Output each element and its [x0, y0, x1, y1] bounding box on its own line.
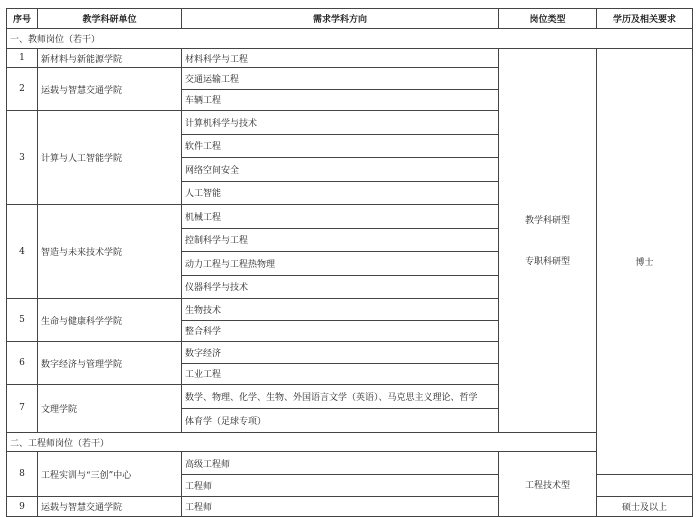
discipline-cell: 计算机科学与技术: [182, 111, 499, 135]
header-unit: 教学科研单位: [38, 9, 182, 29]
row-seq: 4: [7, 205, 38, 299]
table-row: [7, 48, 693, 67]
discipline-cell: 仪器科学与技术: [182, 275, 499, 299]
section-row: [7, 29, 693, 48]
discipline-cell: 工程师: [182, 474, 499, 496]
section-title-engineer: 二、工程师岗位（若干）: [7, 433, 693, 452]
header-seq: 序号: [7, 9, 38, 29]
header-post-type: 岗位类型: [499, 9, 597, 29]
post-type-research: 专职科研型: [524, 257, 570, 268]
row-seq: 1: [7, 48, 38, 67]
discipline-cell: 体育学（足球专项）: [182, 408, 499, 432]
row-seq: 9: [7, 497, 38, 517]
section-row: [7, 433, 693, 452]
recruitment-table: [6, 8, 693, 517]
requirement-doctor: 博士: [597, 48, 693, 474]
post-type-engineering: 工程技术型: [499, 452, 597, 517]
header-discipline: 需求学科方向: [182, 9, 499, 29]
row-unit: 智造与未来技术学院: [38, 205, 182, 299]
row-seq: 6: [7, 342, 38, 385]
discipline-cell: 整合科学: [182, 320, 499, 341]
row-unit: 计算与人工智能学院: [38, 111, 182, 205]
discipline-cell: 材料科学与工程: [182, 48, 499, 67]
discipline-cell: 工业工程: [182, 363, 499, 384]
row-unit: 运载与智慧交通学院: [38, 497, 182, 517]
header-requirement: 学历及相关要求: [597, 9, 693, 29]
discipline-cell: 高级工程师: [182, 452, 499, 474]
discipline-cell: 车辆工程: [182, 89, 499, 110]
discipline-cell: 数学、物理、化学、生物、外国语言文学（英语）、马克思主义理论、哲学: [182, 384, 499, 408]
post-type-teaching-research: 教学科研型: [524, 216, 570, 227]
row-seq: 5: [7, 299, 38, 342]
post-type-cell: [499, 48, 597, 432]
discipline-cell: 网络空间安全: [182, 158, 499, 182]
discipline-cell: 动力工程与工程热物理: [182, 252, 499, 276]
row-seq: 2: [7, 68, 38, 111]
section-title-teacher: 一、教师岗位（若干）: [7, 29, 693, 48]
discipline-cell: 软件工程: [182, 134, 499, 158]
discipline-cell: 控制科学与工程: [182, 228, 499, 252]
row-seq: 7: [7, 384, 38, 432]
requirement-masters-9: 硕士及以上: [597, 497, 693, 517]
row-seq: 3: [7, 111, 38, 205]
row-unit: 文理学院: [38, 384, 182, 432]
table-row: [7, 452, 693, 474]
discipline-cell: 机械工程: [182, 205, 499, 229]
discipline-cell: 数字经济: [182, 342, 499, 363]
discipline-cell: 交通运输工程: [182, 68, 499, 89]
row-seq: 8: [7, 452, 38, 497]
row-unit: 工程实训与“三创”中心: [38, 452, 182, 497]
discipline-cell: 人工智能: [182, 181, 499, 205]
row-unit: 新材料与新能源学院: [38, 48, 182, 67]
discipline-cell: 生物技术: [182, 299, 499, 320]
discipline-cell: 工程师: [182, 497, 499, 517]
row-unit: 数字经济与管理学院: [38, 342, 182, 385]
row-unit: 生命与健康科学学院: [38, 299, 182, 342]
row-unit: 运载与智慧交通学院: [38, 68, 182, 111]
header-row: [7, 9, 693, 29]
